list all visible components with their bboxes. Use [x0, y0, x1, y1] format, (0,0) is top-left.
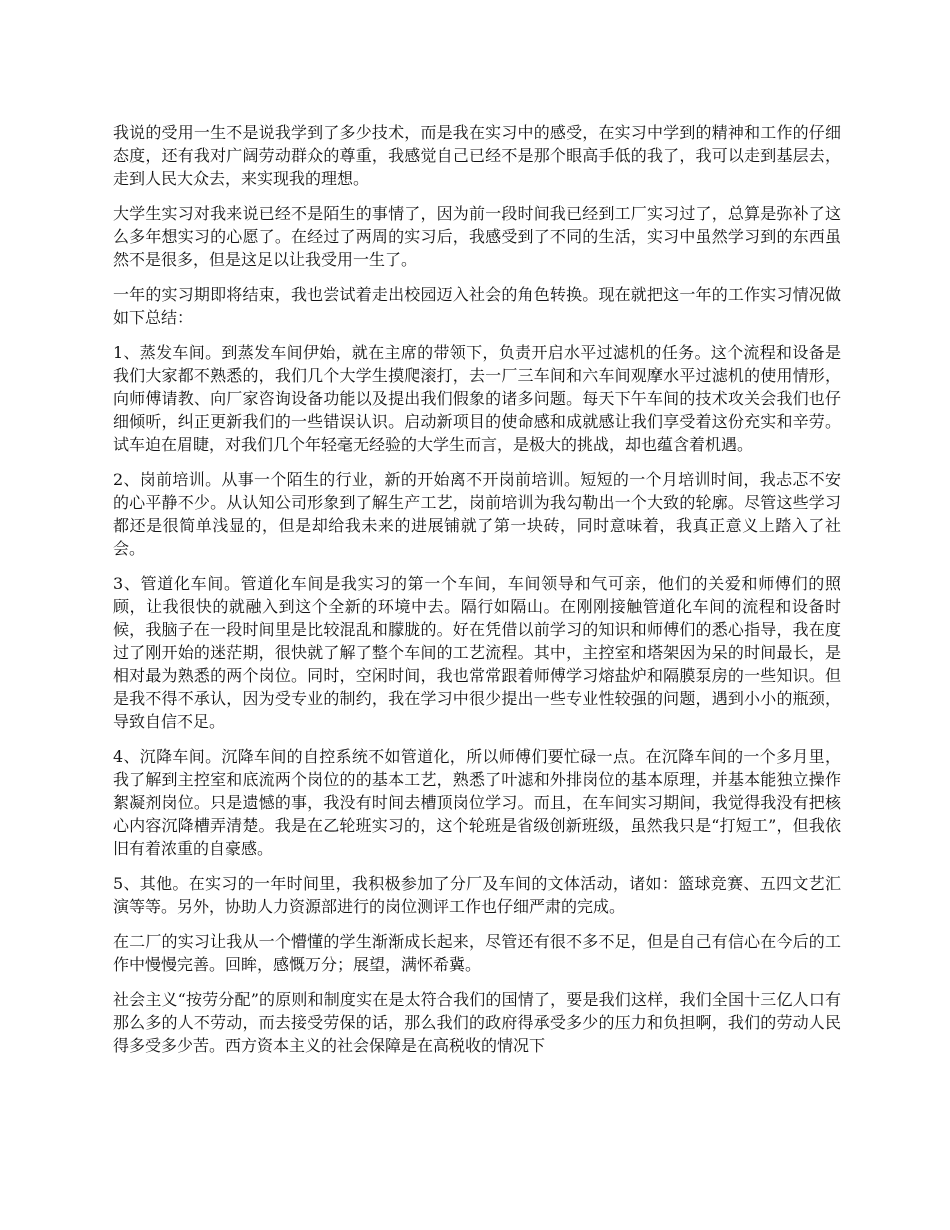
paragraph-pre-job-training: 2、岗前培训。从事一个陌生的行业，新的开始离不开岗前培训。短短的一个月培训时间，我忐忑不安的心平静不少。从认知公司形象到了解生产工艺，岗前培训为我勾勒出一个大致的轮廓。尽管这些学习都还是很简单浅显的，但是却给我未来的进展铺就了第一块砖，同时意味着，我真正意义上踏入了社会。: [113, 470, 841, 558]
paragraph-2: 大学生实习对我来说已经不是陌生的事情了，因为前一段时间我已经到工厂实习过了，总算是弥补了这么多年想实习的心愿了。在经过了两周的实习后，我感受到了不同的生活，实习中虽然学习到的东西虽然不是很多，但是这足以让我受用一生了。: [113, 204, 841, 269]
paragraph-other: 5、其他。在实习的一年时间里，我积极参加了分厂及车间的文体活动，诸如：篮球竞赛、五四文艺汇演等等。另外，协助人力资源部进行的岗位测评工作也仔细严肃的完成。: [113, 874, 841, 916]
paragraph-pipeline-workshop: 3、管道化车间。管道化车间是我实习的第一个车间，车间领导和气可亲，他们的关爱和师傅们的照顾，让我很快的就融入到这个全新的环境中去。隔行如隔山。在刚刚接触管道化车间的流程和设备时候，我脑子在一段时间里是比较混乱和朦胧的。好在凭借以前学习的知识和师傅们的悉心指导，我在度过了刚开始的迷茫期，很快就了解了整个车间的工艺流程。其中，主控室和塔架因为呆的时间最长，是相对最为熟悉的两个岗位。同时，空闲时间，我也常常跟着师傅学习熔盐炉和隔膜泵房的一些知识。但是我不得不承认，因为受专业的制约，我在学习中很少提出一些专业性较强的问题，遇到小小的瓶颈，导致自信不足。: [113, 574, 841, 731]
paragraph-evaporation-workshop: 1、蒸发车间。到蒸发车间伊始，就在主席的带领下，负责开启水平过滤机的任务。这个流程和设备是我们大家都不熟悉的，我们几个大学生摸爬滚打，去一厂三车间和六车间观摩水平过滤机的使用情形，向师傅请教、向厂家咨询设备功能以及提出我们假象的诸多问题。每天下午车间的技术攻关会我们也仔细倾听，纠正更新我们的一些错误认识。启动新项目的使命感和成就感让我们享受着这份充实和辛劳。试车迫在眉睫，对我们几个年轻毫无经验的大学生而言，是极大的挑战，却也蕴含着机遇。: [113, 343, 841, 454]
document-body: [113, 121, 841, 1069]
paragraph-summary: 在二厂的实习让我从一个懵懂的学生渐渐成长起来，尽管还有很不多不足，但是自己有信心在今后的工作中慢慢完善。回眸，感慨万分；展望，满怀希冀。: [113, 932, 841, 974]
paragraph-1: 我说的受用一生不是说我学到了多少技术，而是我在实习中的感受，在实习中学到的精神和工作的仔细态度，还有我对广阔劳动群众的尊重，我感觉自己已经不是那个眼高手低的我了，我可以走到基层去，走到人民大众去，来实现我的理想。: [113, 123, 841, 188]
paragraph-settling-workshop: 4、沉降车间。沉降车间的自控系统不如管道化，所以师傅们要忙碌一点。在沉降车间的一个多月里，我了解到主控室和底流两个岗位的的基本工艺，熟悉了叶滤和外排岗位的基本原理，并基本能独立操作絮凝剂岗位。只是遗憾的事，我没有时间去槽顶岗位学习。而且，在车间实习期间，我觉得我没有把核心内容沉降槽弄清楚。我是在乙轮班实习的，这个轮班是省级创新班级，虽然我只是“打短工”，但我依旧有着浓重的自豪感。: [113, 747, 841, 858]
paragraph-socialism: 社会主义“按劳分配”的原则和制度实在是太符合我们的国情了，要是我们这样，我们全国十三亿人口有那么多的人不劳动，而去接受劳保的话，那么我们的政府得承受多少的压力和负担啊，我们的劳动人民得多受多少苦。西方资本主义的社会保障是在高税收的情况下: [113, 990, 841, 1055]
paragraph-3: 一年的实习期即将结束，我也尝试着走出校园迈入社会的角色转换。现在就把这一年的工作实习情况做如下总结：: [113, 285, 841, 327]
